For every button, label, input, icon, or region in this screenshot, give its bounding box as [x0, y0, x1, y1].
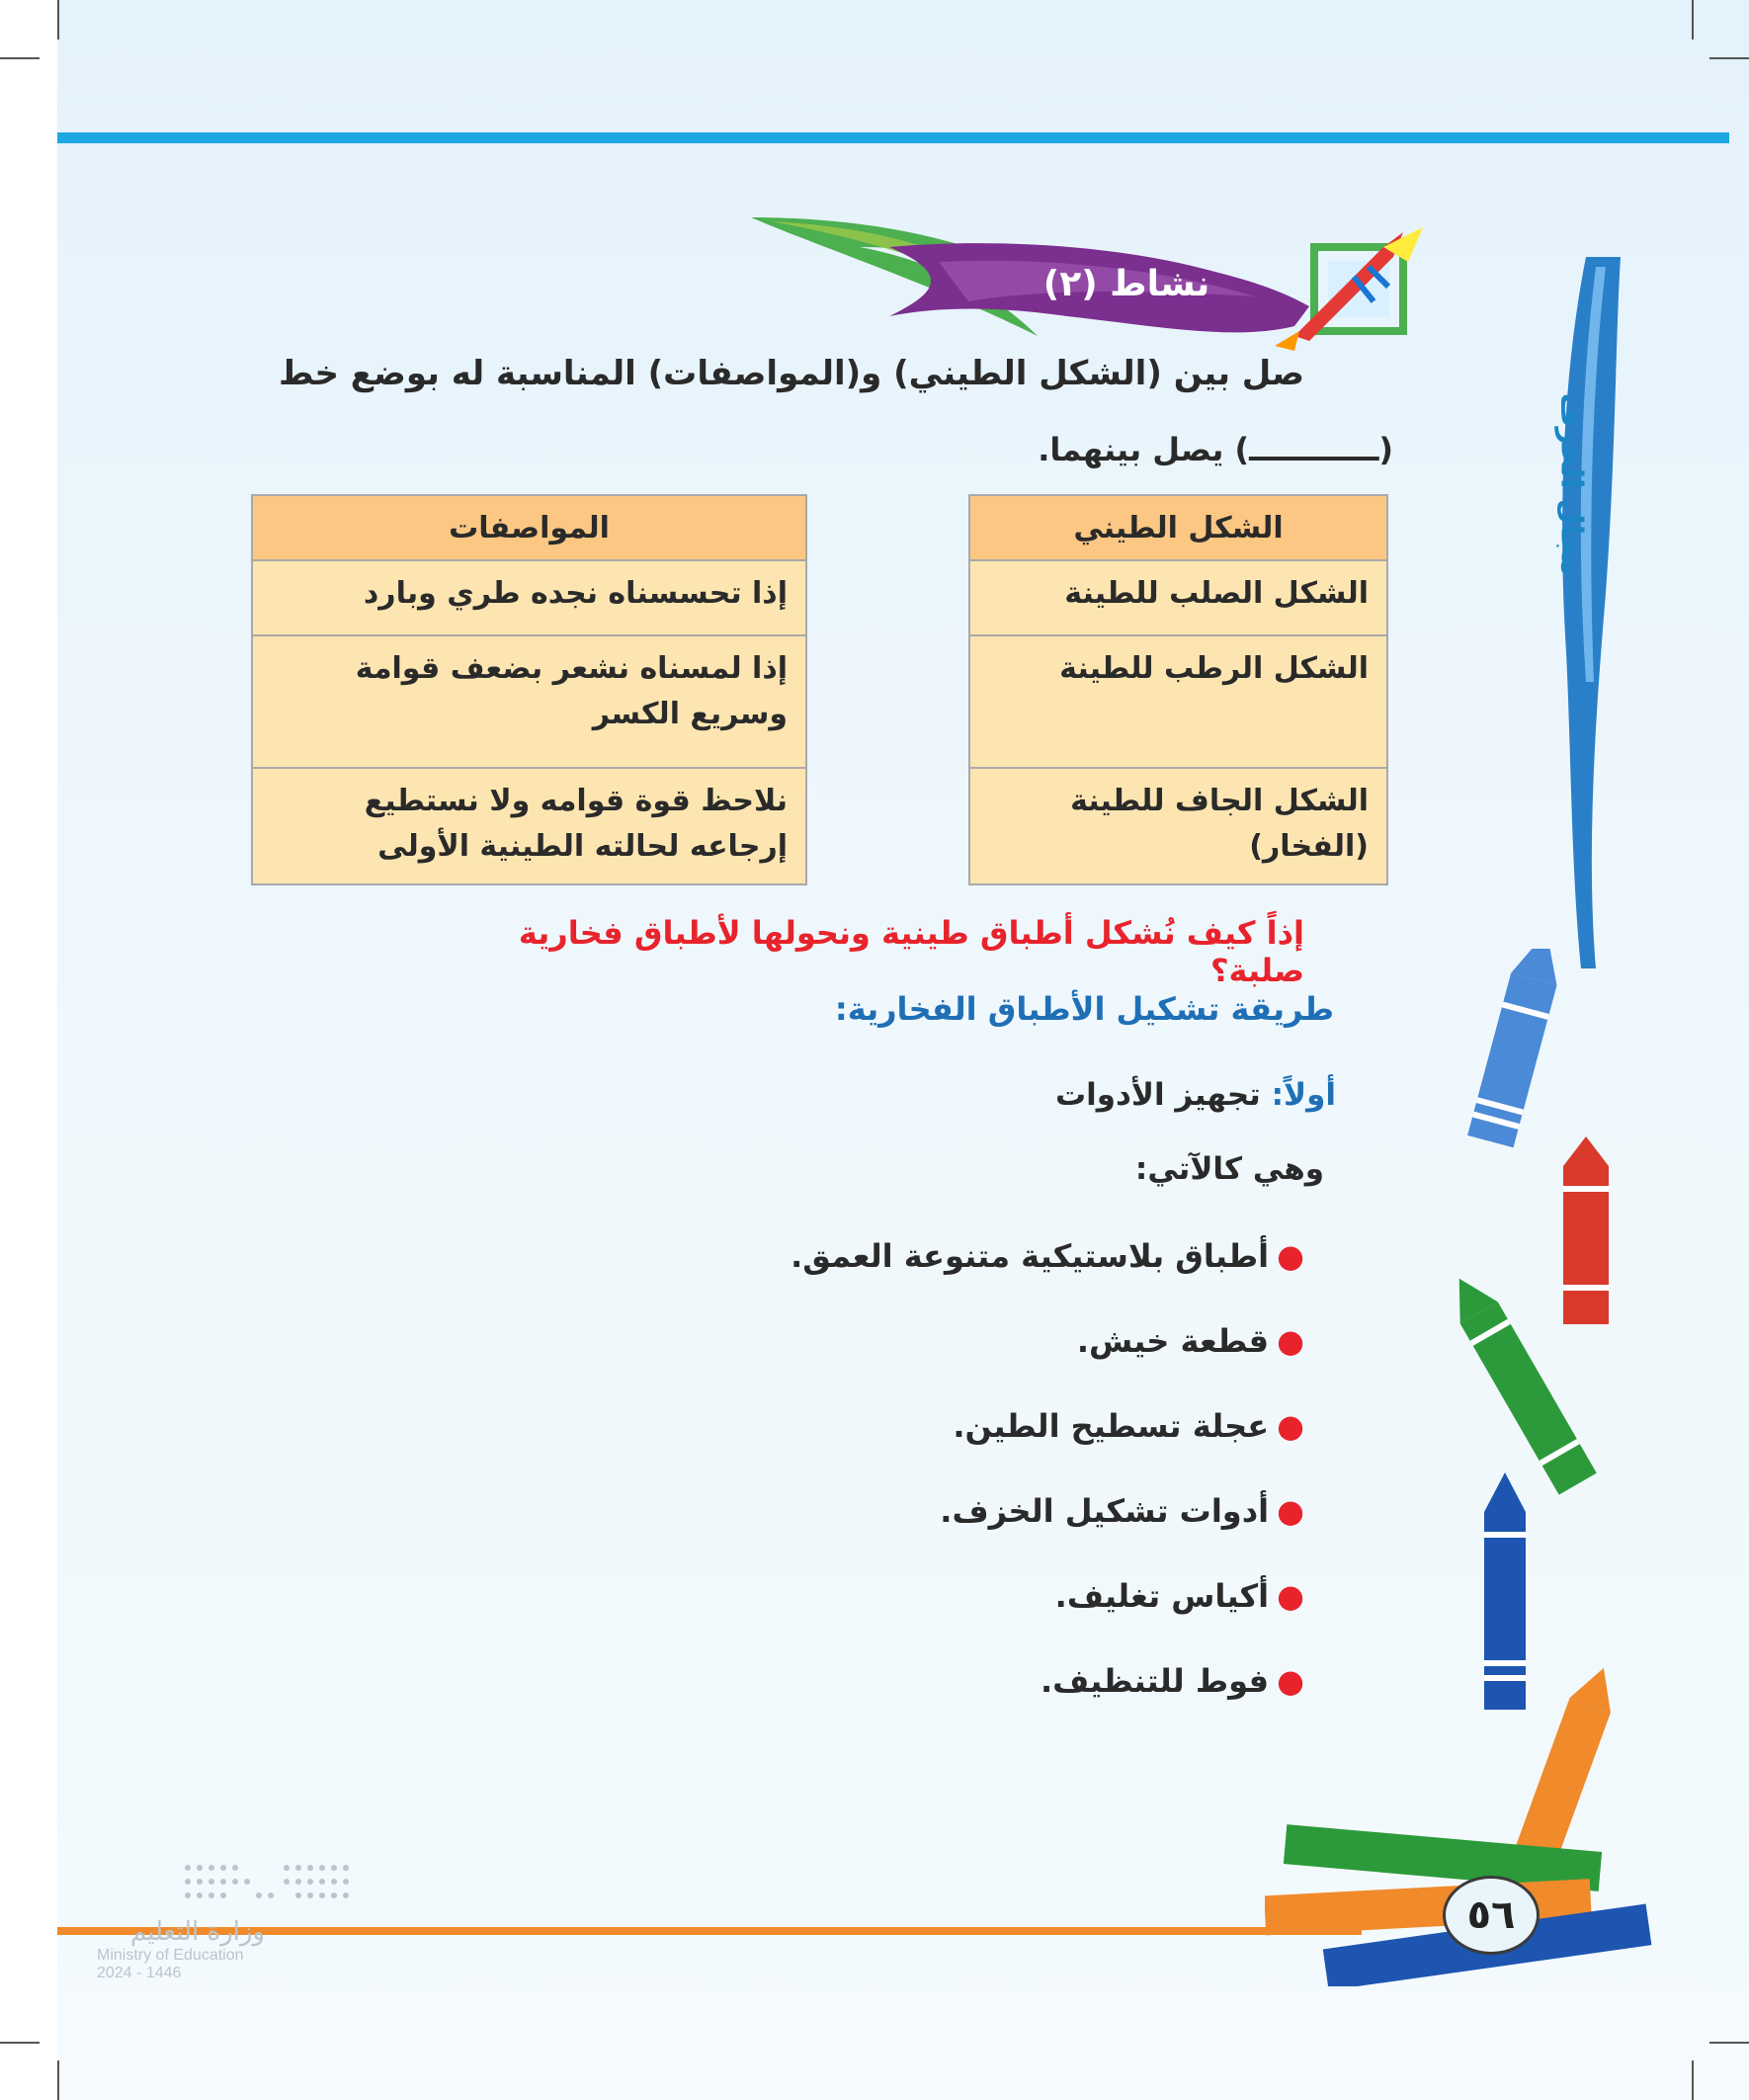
tool-text: أكياس تغليف.: [1054, 1577, 1270, 1615]
clay-shape-cell: الشكل الجاف للطينة (الفخار): [969, 768, 1387, 884]
bullet-icon: ●: [1277, 1577, 1304, 1615]
instruction-line-1: صل بين (الشكل الطيني) و(المواصفات) المناسبة له بوضع خط: [279, 354, 1304, 393]
crop-mark: [57, 0, 59, 40]
ministry-name-en: Ministry of Education: [97, 1947, 244, 1964]
bullet-icon: ●: [1277, 1492, 1304, 1530]
specifications-header: المواصفات: [252, 495, 806, 560]
crop-mark: [1692, 2060, 1694, 2100]
tool-text: أطباق بلاستيكية متنوعة العمق.: [791, 1237, 1270, 1275]
first-step-number: أولاً:: [1271, 1077, 1336, 1113]
clay-shape-cell: الشكل الرطب للطينة: [969, 635, 1387, 768]
specification-cell: إذا تحسسناه نجده طري وبارد: [252, 560, 806, 635]
clay-shape-cell: الشكل الصلب للطينة: [969, 560, 1387, 635]
bullet-icon: ●: [1277, 1407, 1304, 1445]
crop-mark: [1709, 57, 1749, 59]
list-item: [593, 1225, 1304, 1310]
crop-mark: [1692, 0, 1694, 40]
bullet-icon: ●: [1277, 1662, 1304, 1700]
crop-mark: [57, 2060, 59, 2100]
crop-mark: [0, 57, 40, 59]
bullet-icon: ●: [1277, 1322, 1304, 1360]
crop-mark: [0, 2042, 40, 2044]
tool-text: قطعة خيش.: [1076, 1322, 1270, 1360]
tools-list-intro: وهي كالآتي:: [1134, 1151, 1324, 1187]
side-section-label: [1532, 356, 1611, 613]
edition-year: 2024 - 1446: [97, 1965, 182, 1981]
specifications-table: [251, 494, 807, 885]
side-stripe-decoration: [1527, 237, 1635, 988]
first-step: [889, 1077, 1336, 1113]
tool-text: عجلة تسطيح الطين.: [953, 1407, 1270, 1445]
clay-shapes-header: الشكل الطيني: [969, 495, 1387, 560]
activity-title: نشاط (٢): [1042, 264, 1210, 304]
method-heading: طريقة تشكيل الأطباق الفخارية:: [834, 990, 1334, 1028]
header-accent-bar: [57, 132, 1729, 143]
list-item: [593, 1480, 1304, 1565]
list-item: [593, 1650, 1304, 1735]
tool-text: أدوات تشكيل الخزف.: [940, 1492, 1270, 1530]
page-number: ٥٦: [1443, 1876, 1540, 1955]
side-label-text: مجال الخزف: [1553, 392, 1589, 576]
list-item: [593, 1565, 1304, 1650]
guiding-question: إذاً كيف نُشكل أطباق طينية ونحولها لأطباق فخارية صلبة؟: [518, 914, 1304, 989]
crop-mark: [1709, 2042, 1749, 2044]
instruction-line-2: (ــــــــــــ) يصل بينهما.: [1038, 431, 1393, 468]
ministry-logo-icon: [178, 1858, 356, 1917]
clay-shapes-table: [968, 494, 1388, 885]
ministry-name-ar: وزارة التعليم: [129, 1917, 265, 1947]
specification-cell: نلاحظ قوة قوامه ولا نستطيع إرجاعه لحالته الطينية الأولى: [252, 768, 806, 884]
ministry-footer: [97, 1917, 294, 1982]
list-item: [593, 1310, 1304, 1395]
specification-cell: إذا لمسناه نشعر بضعف قوامة وسريع الكسر: [252, 635, 806, 768]
bullet-icon: ●: [1277, 1237, 1304, 1275]
list-item: [593, 1395, 1304, 1480]
first-step-text: تجهيز الأدوات: [1054, 1077, 1261, 1113]
tool-text: فوط للتنظيف.: [1040, 1662, 1270, 1700]
tools-list: [593, 1225, 1304, 1735]
